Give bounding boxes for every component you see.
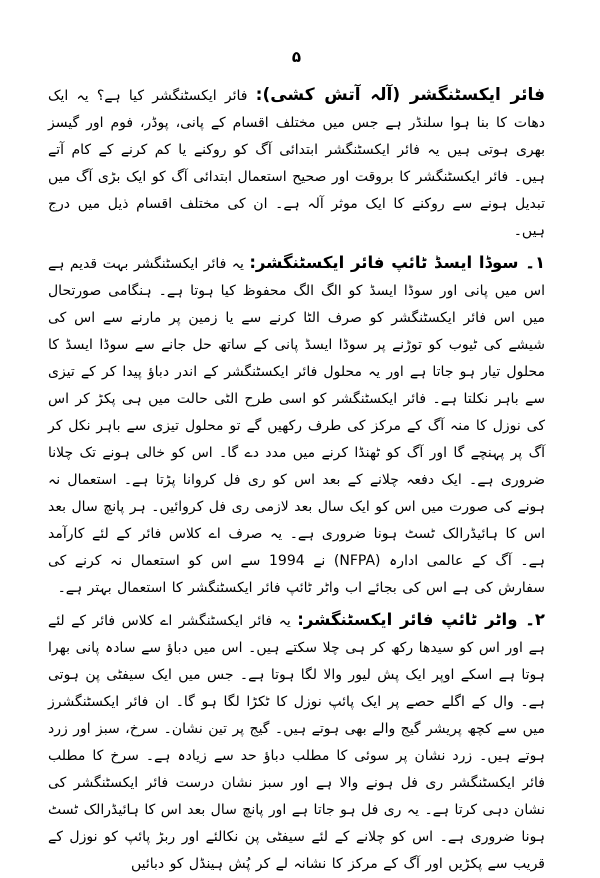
section-intro — [48, 82, 545, 245]
section-heading-intro: فائر ایکسٹنگشر (آلہ آتش کشی): — [255, 85, 546, 105]
paragraph — [48, 249, 545, 602]
section-water-type — [48, 606, 545, 878]
section-body-soda-acid: یہ فائر ایکسٹنگشر بہت قدیم ہے اس میں پانی اور سوڈا ایسڈ کو الگ الگ محفوظ کیا ہوتا ہے۔ ہنگامی صورتحال میں اس فائر ایکسٹنگشر کو صرف الٹا کرنے سے یا زمین پر مارنے سے اس کی شیشے کی ٹیوب کو توڑنے پر سوڈا ایسڈ پانی کے ساتھ حل جانے سے سوڈا ایسڈ کا محلول تیار ہو جاتا ہے اور یہ محلول فائر ایکسٹنگشر کے اندر دباؤ پیدا کر کے تیزی سے باہر نکلتا ہے۔ فائر ایکسٹنگشر کو اسی طرح الٹی حالت میں ہی پکڑ کر اس کی نوزل کا منہ آگ کے مرکز کی طرف رکھیں گے تو محلول تیزی سے باہر نکل کر آگ پر پہنچے گا اور آگ کو ٹھنڈا کرنے میں مدد دے گا۔ اس کو خالی ہونے تک چلانا ضروری ہے۔ ایک دفعہ چلانے کے بعد اس کو ری فل کروانا پڑتا ہے۔ استعمال نہ ہونے کی صورت میں اس کو ایک سال بعد لازمی ری فل کروائیں۔ ہر پانچ سال بعد اس کا ہائیڈرالک ٹسٹ ہونا ضروری ہے۔ یہ صرف اے کلاس فائر کے لئے کارآمد ہے۔ آگ کے عالمی ادارہ (NFPA) نے 1994 سے اس کو استعمال نہ کرنے کی سفارش کی ہے اس کی بجائے اب واٹر ٹائپ فائر ایکسٹنگشر کا استعمال بہتر ہے۔ — [48, 256, 545, 596]
section-heading-water-type: ۲۔ واٹر ٹائپ فائر ایکسٹنگشر: — [297, 610, 545, 629]
section-heading-soda-acid: ۱۔ سوڈا ایسڈ ٹائپ فائر ایکسٹنگشر: — [249, 253, 546, 272]
section-soda-acid-type — [48, 249, 545, 602]
section-body-intro: فائر ایکسٹنگشر کیا ہے؟ یہ ایک دھات کا بنا ہوا سلنڈر ہے جس میں مختلف اقسام کے پانی، پوڈر، فوم اور گیسز بھری ہوتی ہیں یہ فائر ایکسٹنگشر ابتدائی آگ کو روکنے یا کم کرنے کے کام آتے ہیں۔ فائر ایکسٹنگشر کا بروقت اور صحیح استعمال ابتدائی آگ کو ایک بڑی آگ میں تبدیل ہونے سے روکنے کا ایک موثر آلہ ہے۔ ان کی مختلف اقسام ذیل میں درج ہیں۔ — [48, 88, 545, 239]
section-body-water-type: یہ فائر ایکسٹنگشر اے کلاس فائر کے لئے ہے اور اس کو سیدھا رکھ کر ہی چلا سکتے ہیں۔ اس میں دباؤ سے سادہ پانی بھرا ہوتا ہے اسکے اوپر ایک پش لیور والا لگا ہوتا ہے۔ جس میں ایک سیفٹی پن ہوتی ہے۔ وال کے اگلے حصے پر ایک پائپ نوزل کا ٹکڑا لگا ہو گا۔ ان فائر ایکسٹنگشرز میں سے کچھ پریشر گیج والے بھی ہوتے ہیں۔ گیج پر تین نشان۔ سرخ، سبز اور زرد ہوتے ہیں۔ زرد نشان پر سوئی کا مطلب دباؤ حد سے زیادہ ہے۔ سرخ کا مطلب فائر ایکسٹنگشر ری فل ہونے والا ہے اور سبز نشان درست فائر ایکسٹنگشر کی نشان دہی کرتا ہے۔ یہ ری فل ہو جاتا ہے اور پانچ سال بعد اس کا ہائیڈرالک ٹسٹ ہونا ضروری ہے۔ اس کو چلانے کے لئے سیفٹی پن نکالئے اور ربڑ پائپ کو نوزل کے قریب سے پکڑیں اور آگ کے مرکز کا نشانہ لے کر پُش ہینڈل کو دبائیں — [47, 613, 545, 872]
paragraph — [48, 606, 545, 878]
page-number: ۵ — [291, 48, 302, 66]
paragraph — [48, 82, 545, 245]
